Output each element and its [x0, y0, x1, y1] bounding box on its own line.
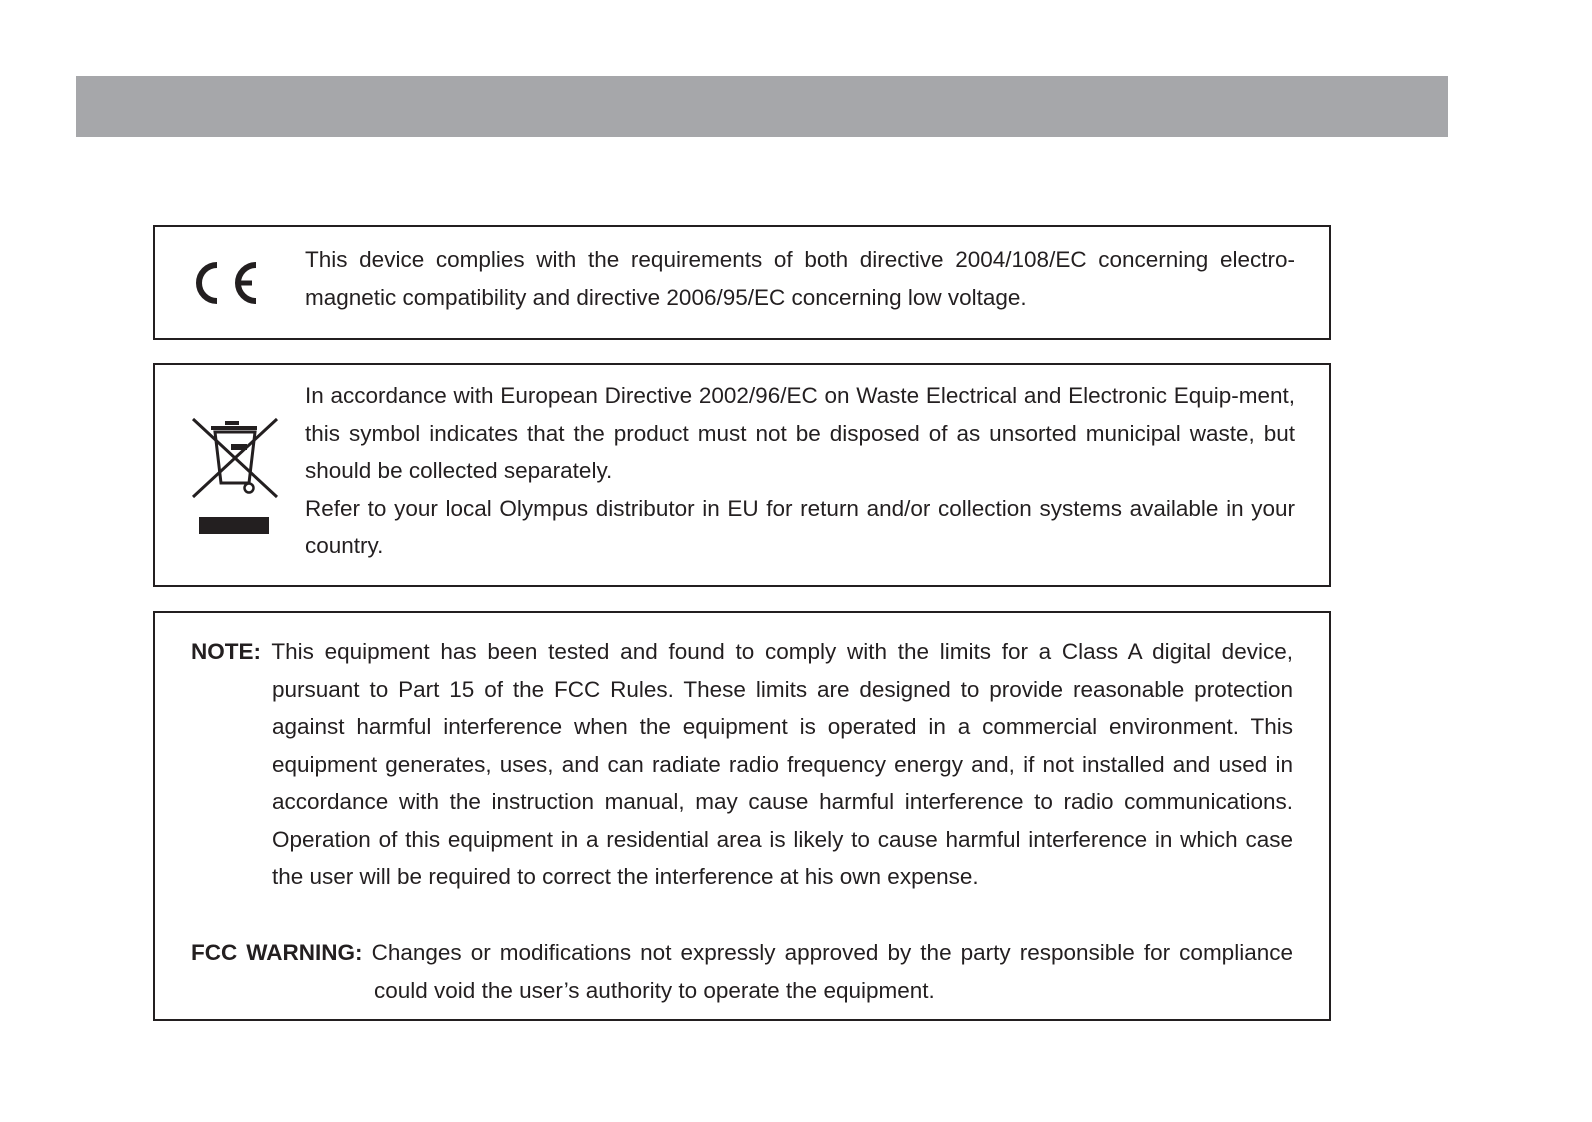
weee-text	[305, 377, 1295, 565]
fcc-warning-label: FCC WARNING:	[191, 940, 363, 965]
weee-paragraph-2: Refer to your local Olympus distributor in EU for return and/or collection systems available in your country.	[305, 495, 1295, 558]
header-bar	[76, 76, 1448, 137]
ce-compliance-text: This device complies with the requirements of both directive 2004/108/EC concerning electro-magnetic compatibility and directive 2006/95/EC concerning low voltage.	[305, 247, 1295, 310]
fcc-warning	[191, 934, 1293, 1009]
note-text: This equipment has been tested and found to comply with the limits for a Class A digital device, pursuant to Part 15 of the FCC Rules. These limits are designed to provide reasonable protection against harmful interference when the equipment is operated in a commercial environment. This equipment generates, uses, and can radiate radio frequency energy and, if not installed and used in accordance with the instruction manual, may cause harmful interference to radio communications. Operation of this equipment in a residential area is likely to cause harmful interference in which case the user will be required to correct the interference at his own expense.	[271, 639, 1293, 889]
ce-mark-icon	[188, 257, 260, 309]
weee-paragraph-1: In accordance with European Directive 2002/96/EC on Waste Electrical and Electronic Equip-ment, this symbol indicates that the product must not be disposed of as unsorted municipal waste, but should be collected separately.	[305, 383, 1295, 483]
crossed-out-wheelie-bin-icon	[191, 417, 279, 499]
fcc-note	[191, 633, 1293, 896]
fcc-notice-box	[153, 611, 1331, 1021]
weee-underline-bar	[199, 517, 269, 534]
fcc-warning-text: Changes or modifications not expressly approved by the party responsible for compliance could void the user’s authority to operate the equipment.	[371, 940, 1293, 1003]
ce-compliance-box	[153, 225, 1331, 340]
note-label: NOTE:	[191, 639, 261, 664]
weee-disposal-box	[153, 363, 1331, 587]
